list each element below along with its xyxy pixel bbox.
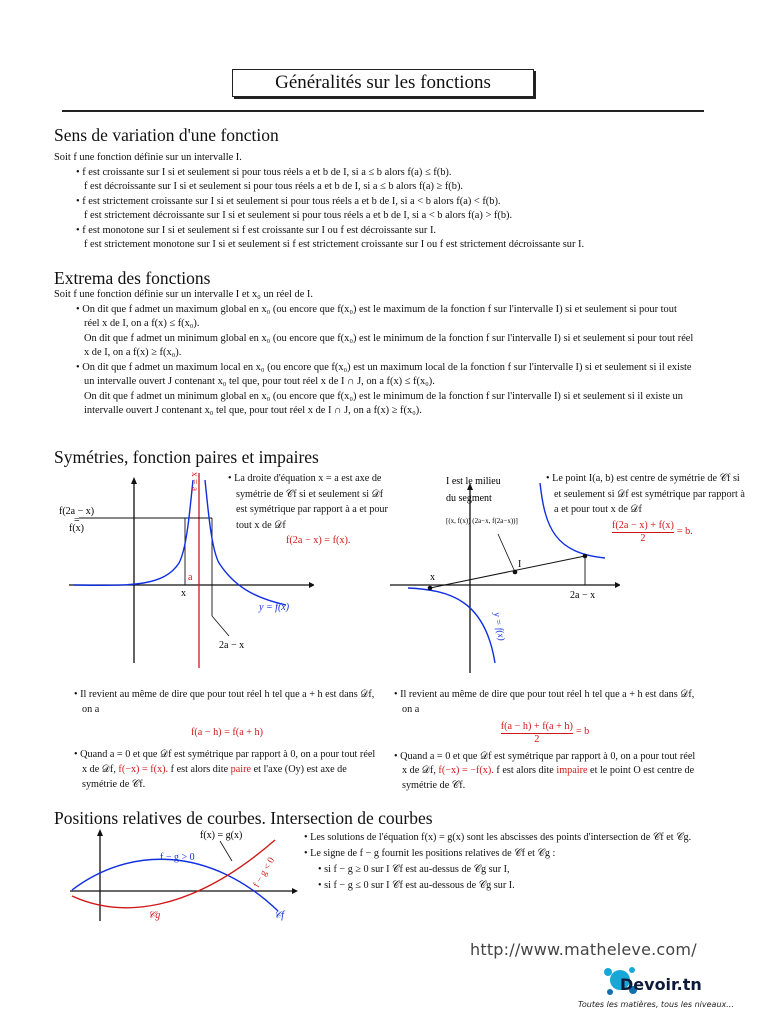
odd-formula-den: 2	[534, 733, 540, 745]
label-x: x	[430, 572, 435, 583]
positions-bullet-2: • Le signe de f − g fournit les positions relatives de 𝒞f et 𝒞g :	[300, 846, 720, 862]
title-rule	[62, 110, 704, 112]
label-f-g-positive: f − g > 0	[160, 852, 195, 863]
even-formula: f(a − h) = f(a + h)	[190, 726, 264, 738]
even-text-2	[72, 748, 382, 792]
extrema-item: • On dit que f admet un maximum global en x₀ (ou encore que f(x₀) est le maximum de la fonction f sur l'intervalle I) si et seulement si pour tout réel x de I, on a f(x) ≤ f(x₀).	[72, 303, 694, 332]
even-text-1: • Il revient au même de dire que pour tout réel h tel que a + h est dans 𝒟f, on a	[72, 688, 382, 718]
label-I: I	[518, 559, 522, 570]
label-midpoint-2: du segment	[446, 493, 492, 504]
heading-variation: Sens de variation d'une fonction	[54, 125, 279, 145]
positions-sub-2: • si f − g ≤ 0 sur I 𝒞f est au-dessous de 𝒞g sur I.	[314, 878, 720, 894]
centre-symmetry-def: • Le point I(a, b) est centre de symétrie de 𝒞f si et seulement si 𝒟f est symétrique par rapport à a et pour tout x de 𝒟f	[544, 471, 749, 518]
graph-relative-positions	[60, 826, 300, 926]
label-midpoint-1: I est le milieu	[446, 476, 501, 487]
logo-name: Devoir.tn	[620, 975, 702, 994]
even-word: paire	[230, 764, 252, 776]
label-segment: [(x, f(x)) (2a−x, f(2a−x))]	[446, 517, 518, 525]
heading-extrema: Extrema des fonctions	[54, 268, 211, 288]
even-text-2-formula: f(−x) = f(x).	[118, 764, 169, 776]
centre-formula-num: f(2a − x) + f(x)	[612, 519, 674, 531]
variation-item: f est strictement décroissante sur I si et seulement si pour tous réels a et b de I, si a < b alors f(a) > f(b).	[84, 210, 513, 221]
even-text-2c: et l'axe (Oy) est axe de symétrie de 𝒞f.	[82, 764, 347, 790]
intersection-pointer	[220, 841, 232, 861]
label-cg: 𝒞g	[148, 910, 161, 921]
curve-lower-branch	[408, 588, 495, 663]
curve-cf	[72, 859, 278, 911]
label-a: a	[188, 572, 193, 583]
label-x-equals-a: x = a	[189, 472, 199, 492]
odd-text-2	[392, 750, 698, 794]
centre-formula-den: 2	[640, 532, 646, 544]
label-curve-eq: y = f(x)	[259, 602, 290, 613]
variation-item: • f est monotone sur I si et seulement si f est croissante sur I ou f est décroissante sur I.	[72, 224, 724, 239]
extrema-item: On dit que f admet un minimum global en x₀ (ou encore que f(x₀) est le minimum de la fonction f sur l'intervalle I) si et seulement si il existe un intervalle ouvert J contenant x₀ tel que, pour tout réel x de I ∩ J, on a f(x) ≥ f(x₀).	[84, 390, 683, 416]
odd-text-2b: f est alors dite	[496, 765, 554, 777]
centre-formula-rhs: = b.	[676, 525, 693, 537]
odd-formula-rhs: = b	[575, 726, 590, 738]
even-block	[72, 688, 382, 793]
centre-symmetry-text	[544, 471, 749, 545]
y-axis-arrow	[131, 477, 137, 484]
logo-tagline: Toutes les matières, tous les niveaux...	[578, 1000, 734, 1009]
positions-block	[300, 830, 720, 894]
label-x: x	[181, 588, 186, 599]
label-f-equals-g: f(x) = g(x)	[200, 830, 243, 841]
variation-item: • f est croissante sur I si et seulement si pour tous réels a et b de I, si a ≤ b alors f(a) ≤ f(b).	[72, 166, 724, 181]
variation-intro: Soit f une fonction définie sur un intervalle I.	[54, 152, 242, 163]
odd-text-2a: Quand a = 0 et que 𝒟f est symétrique par rapport à 0, on a pour tout réel x de 𝒟f,	[400, 750, 696, 777]
x-axis-arrow	[615, 582, 620, 588]
label-2a-x: 2a − x	[219, 640, 245, 651]
odd-text-2c: et le point O est centre de symétrie de 𝒞f.	[402, 765, 695, 792]
label-curve-eq: y = f(x)	[491, 611, 506, 642]
variation-item: f est décroissante sur I si et seulement si pour tous réels a et b de I, si a ≤ b alors f(a) ≥ f(b).	[84, 181, 464, 192]
axis-symmetry-def: • La droite d'équation x = a est axe de symétrie de 𝒞f si et seulement si 𝒟f est symétrique par rapport à a et pour tout x de 𝒟f	[226, 471, 390, 533]
x-axis-arrow	[309, 582, 314, 588]
variation-block	[54, 151, 724, 253]
odd-word: impaire	[556, 765, 588, 777]
label-cf: 𝒞f	[274, 910, 285, 921]
label-f2ax: f(2a − x)	[59, 506, 95, 517]
odd-text-2-formula: f(−x) = −f(x).	[438, 765, 494, 777]
odd-formula-fraction	[501, 720, 573, 746]
label-equal: =	[74, 515, 80, 526]
even-text-2a: Quand a = 0 et que 𝒟f est symétrique par rapport à 0, on a pour tout réel x de 𝒟f,	[80, 749, 376, 776]
extrema-intro: Soit f une fonction définie sur un intervalle I et x₀ un réel de I.	[54, 289, 313, 300]
extrema-block	[54, 288, 694, 419]
y-axis-arrow	[97, 829, 103, 836]
centre-formula-fraction	[612, 519, 674, 545]
page-title: Généralités sur les fonctions	[232, 69, 534, 97]
positions-sub-1: • si f − g ≥ 0 sur I 𝒞f est au-dessus de 𝒞g sur I,	[314, 862, 720, 878]
axis-symmetry-formula: f(2a − x) = f(x).	[286, 535, 351, 546]
point-x	[428, 586, 433, 591]
odd-block	[392, 688, 698, 794]
label-fx: f(x)	[69, 523, 84, 534]
axis-symmetry-text	[226, 471, 390, 549]
heading-symmetry: Symétries, fonction paires et impaires	[54, 447, 319, 467]
centre-symmetry-formula	[544, 519, 749, 545]
odd-formula	[392, 720, 698, 746]
site-url-link[interactable]: http://www.matheleve.com/	[470, 940, 697, 959]
heading-positions: Positions relatives de courbes. Intersection de courbes	[54, 808, 433, 828]
label-2a-x-pointer	[212, 616, 229, 636]
variation-item: • f est strictement croissante sur I si et seulement si pour tous réels a et b de I, si a < b alors f(a) < f(b).	[72, 195, 724, 210]
label-2a-x: 2a − x	[570, 590, 596, 601]
odd-text-1: • Il revient au même de dire que pour tout réel h tel que a + h est dans 𝒟f, on a	[392, 688, 698, 718]
positions-bullet-1: • Les solutions de l'équation f(x) = g(x) sont les abscisses des points d'intersection de 𝒞f et 𝒞g.	[300, 830, 720, 846]
variation-item: f est strictement monotone sur I si et seulement si f est strictement croissante sur I ou f est strictement décroissante sur I.	[84, 239, 585, 250]
label-f-g-negative: f − g < 0	[251, 856, 278, 890]
even-text-2b: f est alors dite	[170, 764, 229, 776]
I-pointer	[498, 534, 515, 572]
curve-cg	[72, 840, 278, 908]
segment	[430, 556, 585, 588]
x-axis-arrow	[292, 888, 298, 894]
odd-formula-num: f(a − h) + f(a + h)	[500, 720, 573, 732]
extrema-item: • On dit que f admet un maximum local en x₀ (ou encore que f(x₀) est un maximum local de la fonction f sur l'intervalle I) si et seulement si il existe un intervalle ouvert J contenant x₀ tel que, pour tout réel x de I ∩ J, on a f(x) ≤ f(x₀).	[72, 361, 694, 390]
extrema-item: On dit que f admet un minimum global en x₀ (ou encore que f(x₀) est le minimum de la fonction f sur l'intervalle I) si et seulement si pour tout réel x de I, on a f(x) ≥ f(x₀).	[84, 332, 694, 358]
